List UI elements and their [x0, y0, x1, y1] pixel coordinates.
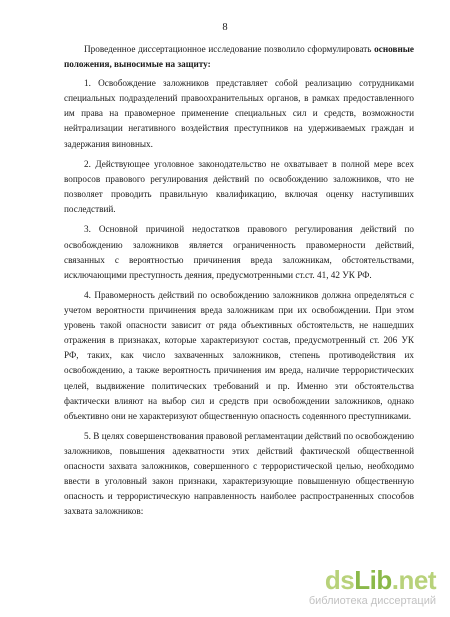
- intro-bold-text: основные положения, выносимые на защиту:: [64, 44, 414, 70]
- intro-text: Проведенное диссертационное исследование позволило сформулировать: [84, 44, 375, 54]
- thesis-paragraph-2: 2. Действующее уголовное законодательство не охватывает в полной мере всех вопросов правового регулирования действий по освобождению заложников, что не позволяет проводить правильную квалификацию, включая оценку наступивших последствий.: [64, 158, 414, 215]
- thesis-paragraph-4: 4. Правомерность действий по освобождению заложников должна определяться с учетом вероятности причинения вреда заложникам при их освобождении. При этом уровень такой опасности зависит от ряда объективных обстоятельств, не нашедших отражения в признаках, которые характеризуют состав, предусмотренный ст. 206 УК РФ, таких, как число захваченных заложников, степень противодействия их освобождению, а также вероятность причинения им вреда, наличие террористических целей, выдвижение политических требований и пр. Именно эти обстоятельства фактически влияют на выбор сил и средств при освобождении заложников, однако объективно они не характеризуют общественную опасность содеянного преступниками.: [64, 289, 414, 421]
- dslib-logo: [325, 565, 436, 595]
- dslib-watermark[interactable]: [246, 565, 436, 611]
- page-number: 8: [222, 22, 228, 33]
- thesis-paragraph-5: 5. В целях совершенствования правовой регламентации действий по освобождению заложников, повышения адекватности этих действий фактической общественной опасности захвата заложников, совершенного с террористической целью, необходимо ввести в уголовный закон признаки, характеризующие повышенную общественную опасность и террористическую направленность наиболее распространенных способов захвата заложников:: [64, 431, 414, 517]
- logo-lib-text: Lib: [354, 565, 392, 595]
- document-body: [64, 42, 414, 525]
- intro-paragraph: [64, 42, 414, 72]
- thesis-paragraph-1: 1. Освобождение заложников представляет собой реализацию сотрудниками специальных подразделений правоохранительных органов, в рамках предоставленного им права на правомерное применение специальных сил и средств, возможности нейтрализации негативного воздействия преступников на удерживаемых граждан и задержания виновных.: [64, 78, 414, 149]
- logo-net-text: .net: [391, 565, 436, 595]
- watermark-subtitle: библиотека диссертаций: [308, 595, 436, 607]
- logo-ds-text: ds: [324, 565, 355, 595]
- thesis-paragraph-3: 3. Основной причиной недостатков правового регулирования действий по освобождению заложников является ограниченность правомерности действий, связанных с вероятностью причинения вреда заложникам, обстоятельствами, исключающими преступность деяния, предусмотренными ст.ст. 41, 42 УК РФ.: [64, 224, 414, 280]
